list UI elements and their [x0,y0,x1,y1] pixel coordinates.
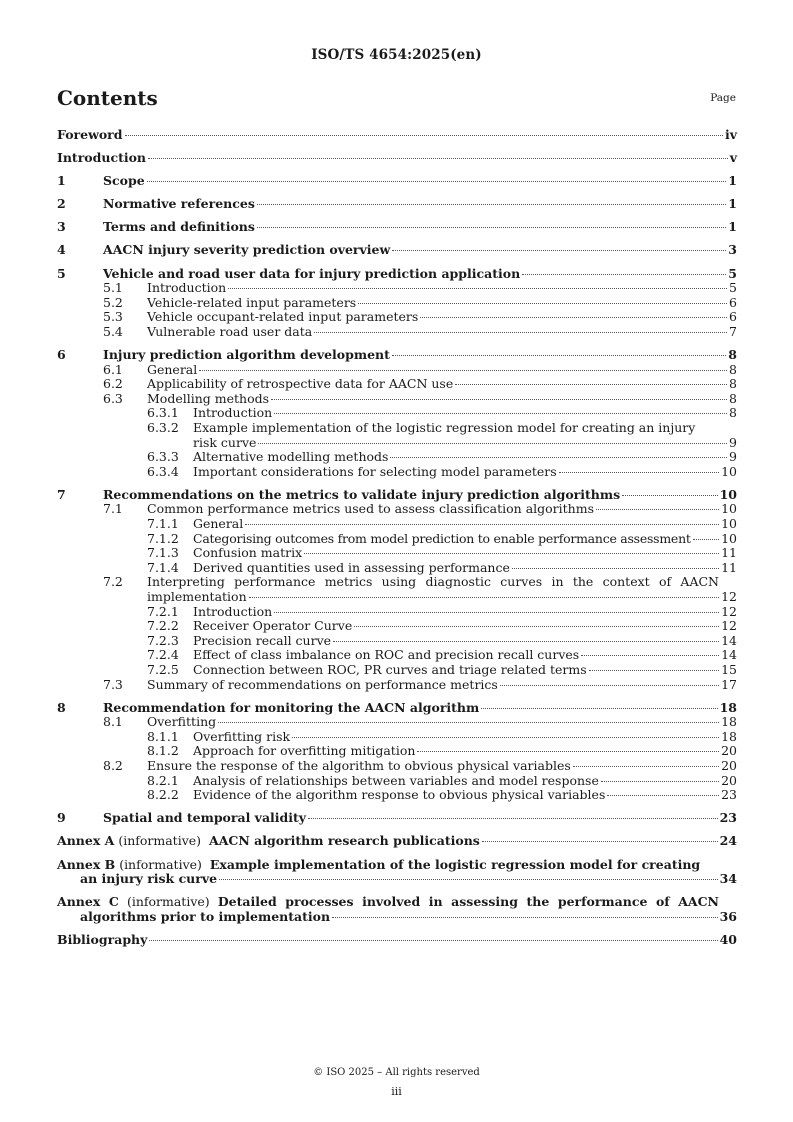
toc-entry-5-2[interactable]: 5.2 Vehicle-related input parameters 6 [103,294,737,310]
toc-entry-6-3-4[interactable]: 6.3.4 Important considerations for selecting model parameters 10 [147,463,737,479]
toc-entry-clause-5[interactable]: 5 Vehicle and road user data for injury prediction application 5 [57,265,737,281]
toc-entry-7-3[interactable]: 7.3 Summary of recommendations on performance metrics 17 [103,676,737,692]
toc-entry-clause-8[interactable]: 8 Recommendation for monitoring the AACN algorithm 18 [57,699,737,715]
toc-entry-8-1[interactable]: 8.1 Overfitting 18 [103,714,737,730]
document-id-header: ISO/TS 4654:2025(en) [311,47,482,63]
toc-entry-5-1[interactable]: 5.1 Introduction 5 [103,280,737,296]
toc-entry-6-3[interactable]: 6.3 Modelling methods 8 [103,390,737,406]
toc-entry-clause-6[interactable]: 6 Injury prediction algorithm development 8 [57,347,737,363]
toc-entry-6-3-3[interactable]: 6.3.3 Alternative modelling methods 9 [147,449,737,465]
toc-entry-annex-a[interactable]: Annex A (informative) AACN algorithm research publications 24 [57,833,737,849]
toc-entry-6-1[interactable]: 6.1 General 8 [103,361,737,377]
toc-entry-8-2-2[interactable]: 8.2.2 Evidence of the algorithm response to obvious physical variables 23 [147,787,737,803]
toc-entry-clause-1[interactable]: 1 Scope 1 [57,173,737,189]
toc-entry-7-2-2[interactable]: 7.2.2 Receiver Operator Curve 12 [147,618,737,634]
toc-entry-annex-b[interactable]: Annex B (informative) Example implementation of the logistic regression model for creating an injury risk curve 34 [57,856,737,887]
toc-entry-foreword[interactable]: Foreword iv [57,127,737,142]
toc-entry-7-2-5[interactable]: 7.2.5 Connection between ROC, PR curves and triage related terms 15 [147,662,737,677]
page-number: iii [391,1085,402,1098]
toc-entry-6-2[interactable]: 6.2 Applicability of retrospective data for AACN use 8 [103,376,737,392]
toc-entry-7-2-1[interactable]: 7.2.1 Introduction 12 [147,603,737,619]
toc-entry-8-1-1[interactable]: 8.1.1 Overfitting risk 18 [147,728,737,744]
toc-entry-8-1-2[interactable]: 8.1.2 Approach for overfitting mitigation 20 [147,743,737,759]
toc-entry-7-2-4[interactable]: 7.2.4 Effect of class imbalance on ROC and precision recall curves 14 [147,647,737,663]
toc-entry-clause-7[interactable]: 7 Recommendations on the metrics to validate injury prediction algorithms 10 [57,486,737,502]
toc-entry-bibliography[interactable]: Bibliography 40 [57,931,737,947]
toc-title: Contents [57,86,158,110]
toc-entry-7-1-2[interactable]: 7.1.2 Categorising outcomes from model prediction to enable performance assessment 10 [147,530,737,546]
toc-entry-7-1-4[interactable]: 7.1.4 Derived quantities used in assessing performance 11 [147,559,737,575]
toc-entry-7-1-3[interactable]: 7.1.3 Confusion matrix 11 [147,545,737,561]
table-of-contents [57,128,737,948]
toc-entry-clause-2[interactable]: 2 Normative references 1 [57,196,737,212]
toc-entry-7-1-1[interactable]: 7.1.1 General 10 [147,516,737,532]
toc-entry-8-2[interactable]: 8.2 Ensure the response of the algorithm to obvious physical variables 20 [103,758,737,774]
toc-entry-6-3-2[interactable]: 6.3.2 Example implementation of the logistic regression model for creating an injury risk curve 9 [147,420,737,450]
toc-entry-5-3[interactable]: 5.3 Vehicle occupant-related input parameters 6 [103,309,737,325]
toc-entry-clause-9[interactable]: 9 Spatial and temporal validity 23 [57,810,737,826]
toc-entry-5-4[interactable]: 5.4 Vulnerable road user data 7 [103,323,737,339]
copyright-notice: © ISO 2025 – All rights reserved [313,1067,480,1078]
toc-entry-6-3-1[interactable]: 6.3.1 Introduction 8 [147,405,737,421]
toc-entry-7-2[interactable]: 7.2 Interpreting performance metrics using diagnostic curves in the context of AACN implementation 12 [103,574,737,605]
page-column-label: Page [710,92,736,104]
toc-entry-8-2-1[interactable]: 8.2.1 Analysis of relationships between variables and model response 20 [147,772,737,788]
toc-entry-introduction[interactable]: Introduction v [57,150,737,166]
toc-entry-annex-c[interactable]: Annex C (informative) Detailed processes involved in assessing the performance of AACN algorithms prior to implementation 36 [57,894,737,924]
toc-entry-7-1[interactable]: 7.1 Common performance metrics used to assess classification algorithms 10 [103,501,737,517]
toc-entry-7-2-3[interactable]: 7.2.3 Precision recall curve 14 [147,632,737,648]
toc-entry-clause-4[interactable]: 4 AACN injury severity prediction overview 3 [57,242,737,258]
toc-entry-clause-3[interactable]: 3 Terms and definitions 1 [57,219,737,235]
